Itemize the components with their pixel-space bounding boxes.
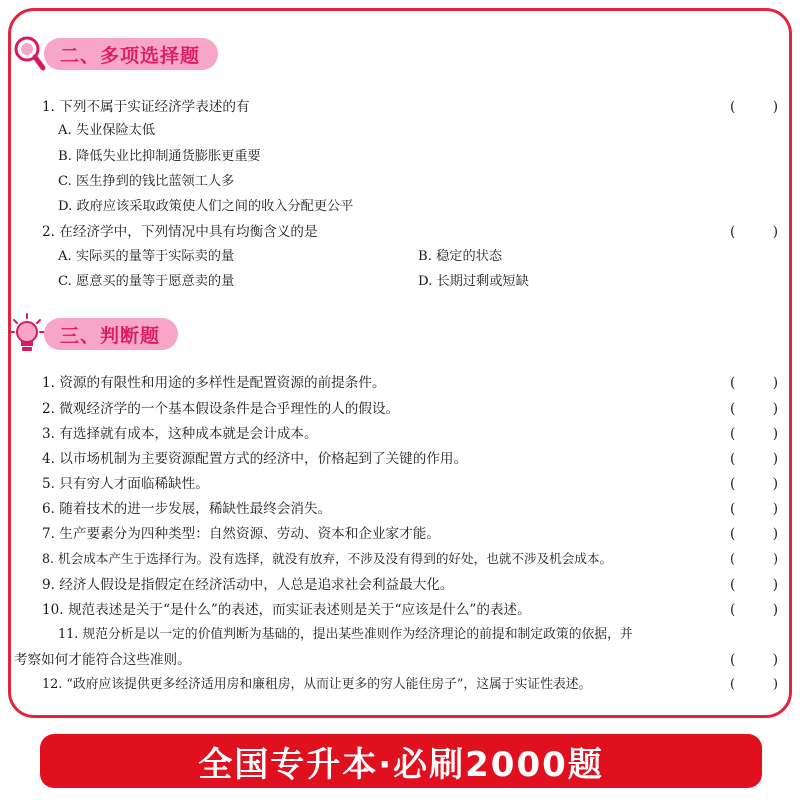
answer-blank: ( ) — [730, 602, 778, 618]
option-c: C. 医生挣到的钱比蓝领工人多 — [58, 174, 235, 189]
answer-blank: ( ) — [730, 577, 778, 593]
answer-blank: ( ) — [730, 426, 778, 442]
option-d: D. 长期过剩或短缺 — [418, 274, 529, 289]
judgment-item: 1. 资源的有限性和用途的多样性是配置资源的前提条件。 ( ) — [42, 372, 778, 394]
option-a: A. 失业保险太低 — [58, 123, 156, 138]
answer-blank: ( ) — [730, 401, 778, 417]
option-b: B. 降低失业比抑制通货膨胀更重要 — [58, 149, 261, 164]
question-1 — [42, 96, 778, 118]
judgment-item: 8. 机会成本产生于选择行为。没有选择，就没有放弃，不涉及没有得到的好处，也就不涉及机会成本。 ( ) — [42, 548, 778, 570]
section-3-header — [44, 318, 178, 350]
answer-blank: ( ) — [730, 476, 778, 492]
option-c: C. 愿意买的量等于愿意卖的量 — [58, 274, 235, 289]
answer-blank: ( ) — [730, 677, 778, 692]
option-a: A. 实际买的量等于实际卖的量 — [58, 249, 235, 264]
option-b: B. 稳定的状态 — [418, 249, 503, 264]
option-d: D. 政府应该采取政策使人们之间的收入分配更公平 — [58, 199, 354, 214]
answer-blank: ( ) — [730, 526, 778, 542]
answer-blank: ( ) — [730, 451, 778, 467]
judgment-item: 11. 规范分析是以一定的价值判断为基础的，提出某些准则作为经济理论的前提和制定政策的依据，并 — [58, 627, 633, 642]
lightbulb-icon — [8, 312, 46, 356]
answer-blank: ( ) — [730, 99, 778, 115]
judgment-item: 6. 随着技术的进一步发展，稀缺性最终会消失。 ( ) — [42, 498, 778, 520]
judgment-item: 3. 有选择就有成本，这种成本就是会计成本。 ( ) — [42, 423, 778, 445]
judgment-item: 12. “政府应该提供更多经济适用房和廉租房，从而让更多的穷人能住房子”，这属于实证性表述。 ( ) — [42, 674, 778, 696]
section-2-header — [44, 38, 218, 70]
answer-blank: ( ) — [730, 551, 778, 566]
judgment-item: 9. 经济人假设是指假定在经济活动中，人总是追求社会利益最大化。 ( ) — [42, 574, 778, 596]
judgment-item: 2. 微观经济学的一个基本假设条件是合乎理性的人的假设。 ( ) — [42, 398, 778, 420]
section-3-title: 三、判断题 — [44, 318, 178, 350]
judgment-item: 7. 生产要素分为四种类型：自然资源、劳动、资本和企业家才能。 ( ) — [42, 523, 778, 545]
title-banner — [40, 734, 762, 788]
magnifier-icon — [12, 34, 46, 72]
question-2 — [42, 221, 778, 243]
question-stem: 2. 在经济学中，下列情况中具有均衡含义的是 — [42, 224, 318, 240]
answer-blank: ( ) — [730, 652, 778, 668]
judgment-item: 4. 以市场机制为主要资源配置方式的经济中，价格起到了关键的作用。 ( ) — [42, 448, 778, 470]
banner-text: 全国专升本·必刷2000题 — [198, 744, 604, 785]
judgment-item-continuation: 考察如何才能符合这些准则。 ( ) — [14, 649, 778, 671]
answer-blank: ( ) — [730, 375, 778, 391]
section-2-title: 二、多项选择题 — [44, 38, 218, 70]
judgment-item: 5. 只有穷人才面临稀缺性。 ( ) — [42, 473, 778, 495]
judgment-item: 10. 规范表述是关于“是什么”的表述，而实证表述则是关于“应该是什么”的表述。 ( ) — [42, 599, 778, 621]
answer-blank: ( ) — [730, 224, 778, 240]
question-stem: 1. 下列不属于实证经济学表述的有 — [42, 99, 250, 115]
answer-blank: ( ) — [730, 501, 778, 517]
